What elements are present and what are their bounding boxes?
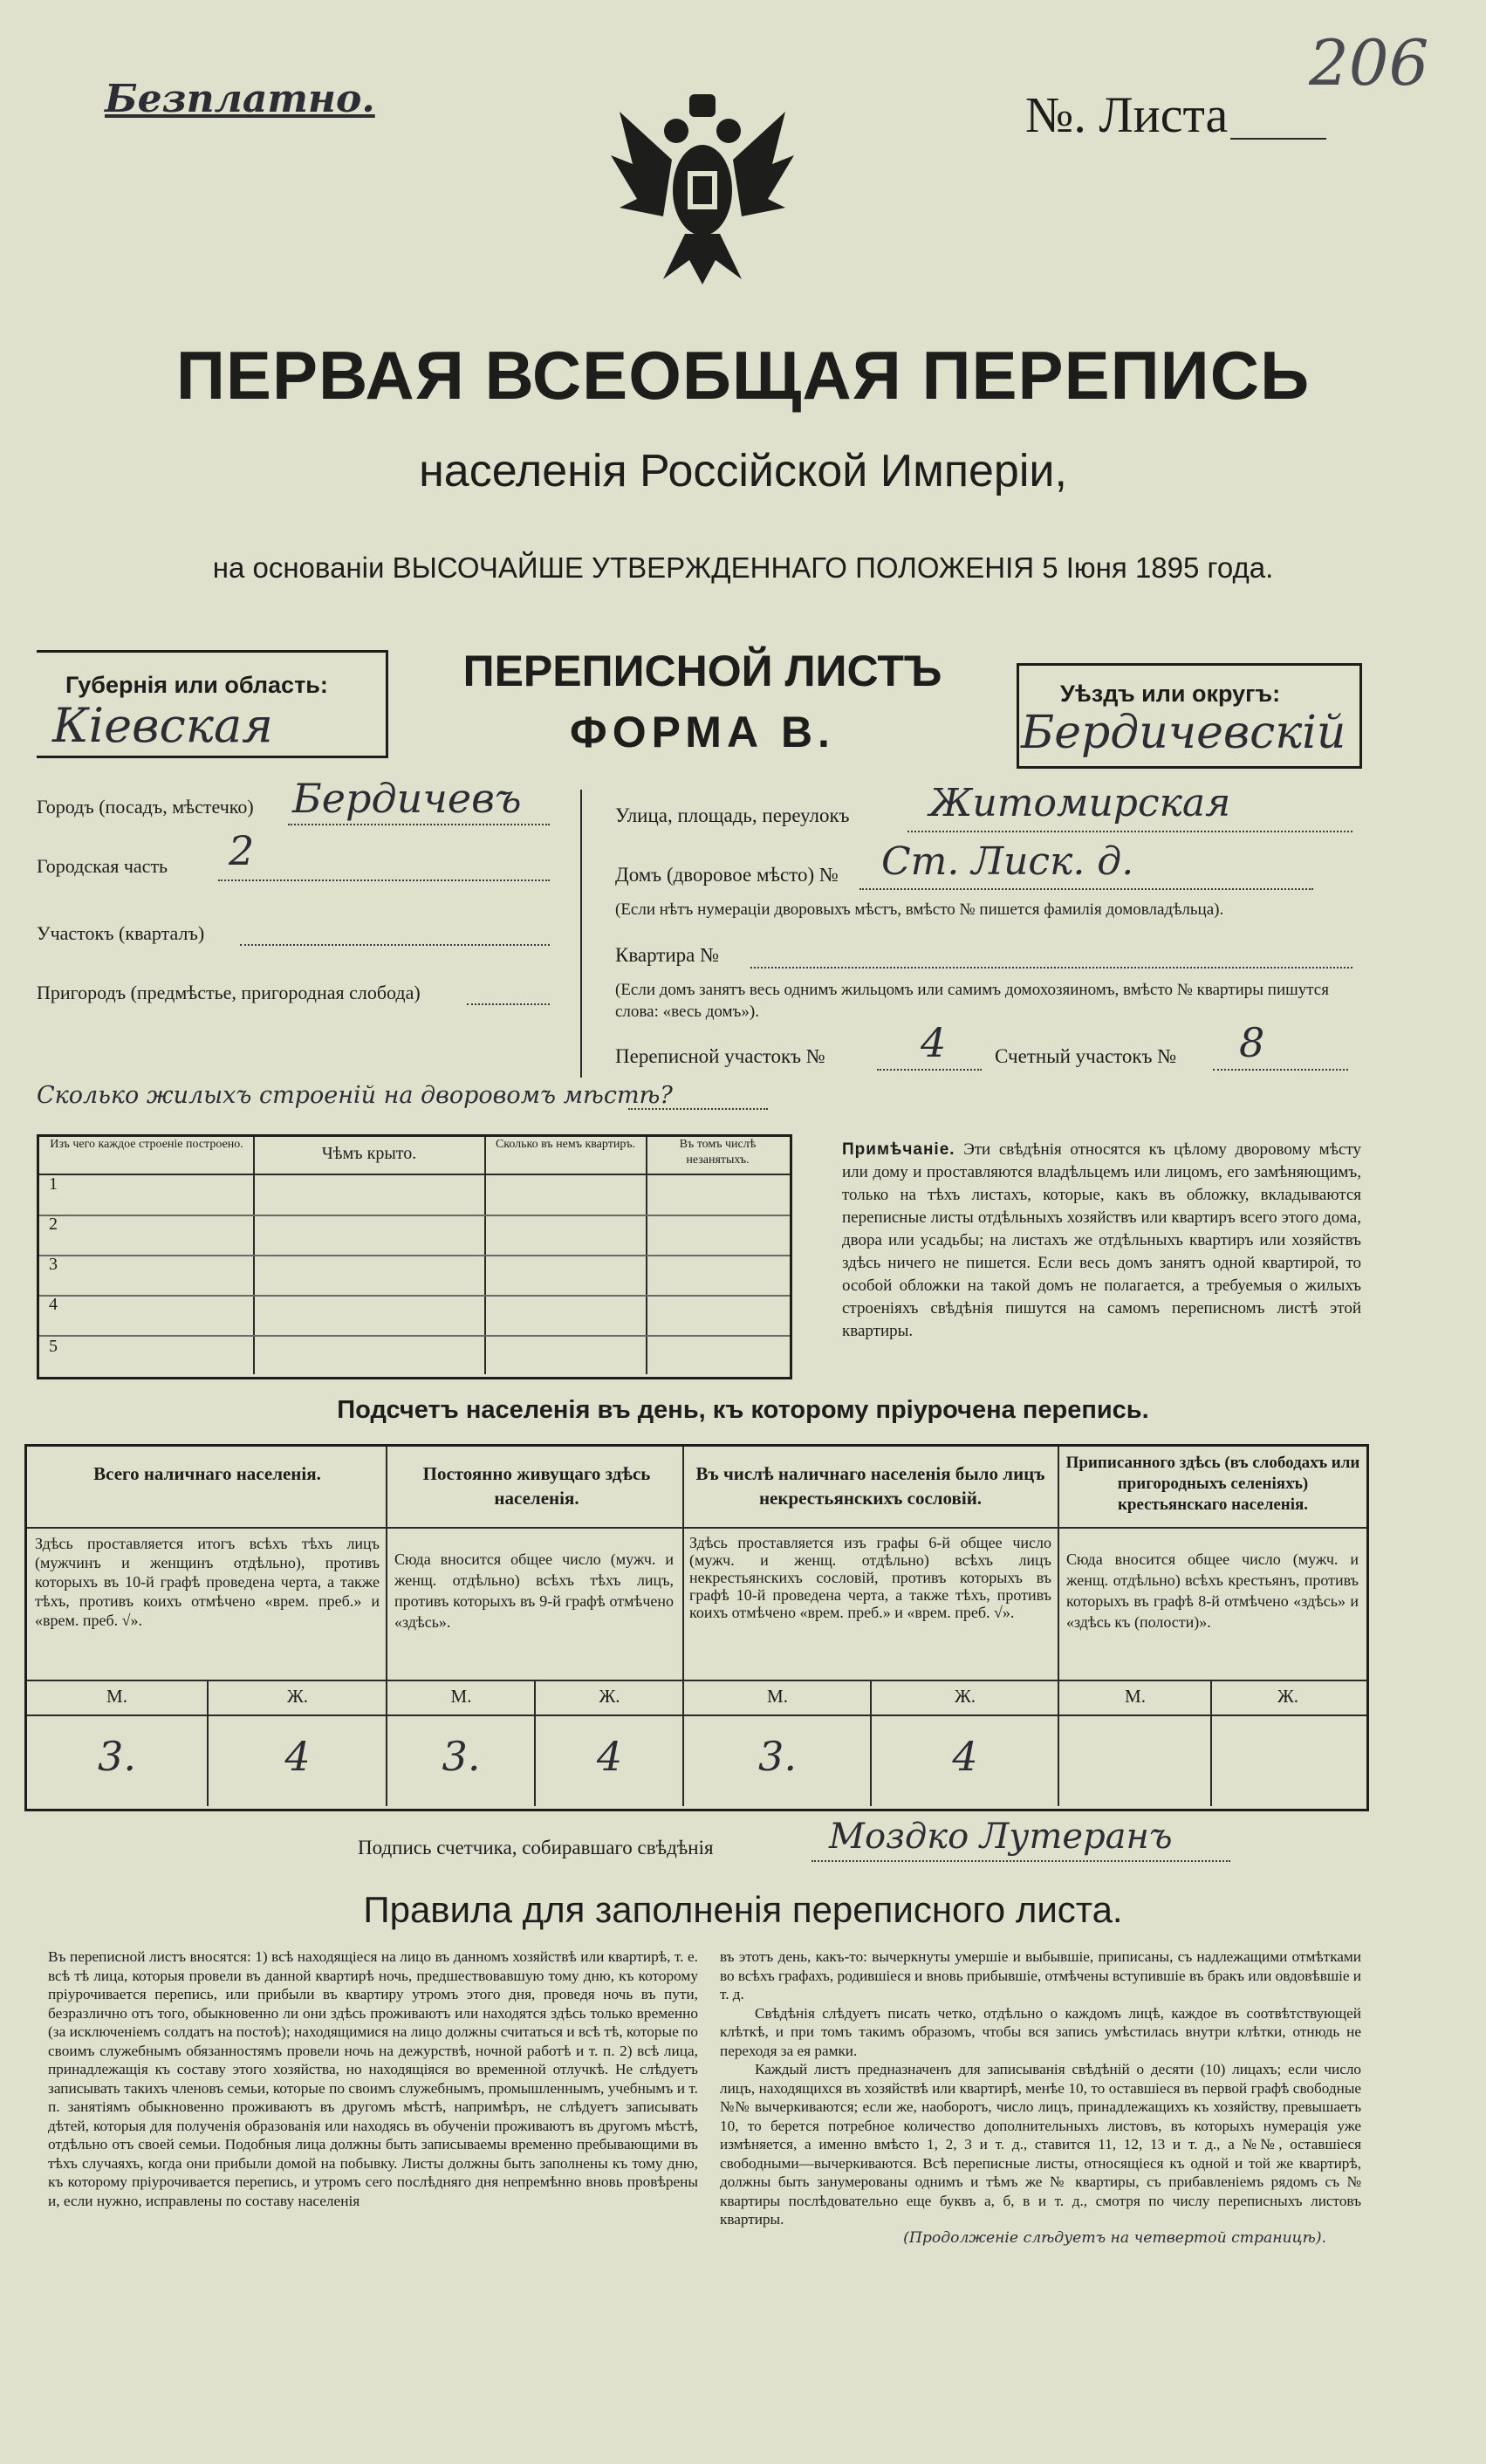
regulation-basis: на основаніи ВЫСОЧАЙШЕ УТВЕРЖДЕННАГО ПОЛОЖЕНІЯ 5 Іюня 1895 года.	[212, 551, 1274, 584]
pop-col1-m-label: М.	[106, 1686, 127, 1707]
pop-col2-desc: Сюда вносится общее число (мужч. и женщ. отдѣльно) всѣхъ тѣхъ лицъ, противъ которыхъ въ 9-й графѣ отмѣчено «здѣсь».	[394, 1550, 674, 1631]
pop-col4-f-label: Ж.	[1277, 1686, 1299, 1707]
buildings-question: Сколько жилыхъ строеній на дворовомъ мѣстѣ?	[37, 1082, 673, 1109]
city-part-label: Городская часть	[37, 855, 168, 877]
census-district-value: 4	[921, 1019, 947, 1066]
double-headed-eagle-emblem	[602, 77, 803, 286]
pop-col1-m-value: 3.	[98, 1733, 136, 1780]
uezd-value: Бердичевскій	[1021, 707, 1346, 759]
pop-col2-f-label: Ж.	[599, 1686, 620, 1707]
city-label: Городъ (посадъ, мѣстечко)	[37, 796, 254, 818]
pop-col4-header: Приписанного здѣсь (въ слободахъ или пригородныхъ селеніяхъ) крестьянскаго населенія.	[1065, 1454, 1360, 1514]
gubernia-value: Кіевская	[52, 698, 273, 753]
note-text: Эти свѣдѣнія относятся къ цѣлому дворовому мѣсту или дому и проставляются владѣльцемъ или лицомъ, его замѣняющимъ, только на тѣхъ листахъ, которые, какъ въ обложку, вкладываются переписные листы отдѣльныхъ хозяйствъ или квартиръ всего этого дома, двора или усадьбы; на листахъ же отдѣльныхъ квартиръ или хозяйствъ здѣсь ничего не пишется. Если весь домъ занятъ одной квартирой, то особой обложки на такой домъ не полагается, а требуемыя о жилыхъ строеніяхъ свѣдѣнія пишутся на самомъ переписномъ листѣ этой квартиры.	[842, 1140, 1362, 1340]
buildings-row-1: 1	[49, 1174, 58, 1194]
district-label: Участокъ (кварталъ)	[37, 922, 205, 944]
buildings-col-roof: Чѣмъ крыто.	[321, 1144, 417, 1163]
street-label: Улица, площадь, переулокъ	[615, 804, 850, 826]
buildings-row-3: 3	[49, 1255, 58, 1274]
suburb-label: Пригородъ (предмѣстье, пригородная слобода)	[37, 982, 421, 1003]
buildings-row-2: 2	[49, 1215, 58, 1234]
pop-col3-f-value: 4	[952, 1733, 978, 1780]
buildings-row-5: 5	[49, 1337, 58, 1356]
city-value: Бердичевъ	[292, 775, 522, 822]
pop-col4-desc: Сюда вносится общее число (мужч. и женщ. отдѣльно) всѣхъ крестьянъ, противъ которыхъ въ графѣ 8-й отмѣчено «здѣсь» и «здѣсь къ (полости)».	[1066, 1550, 1359, 1631]
pop-col4-m-label: М.	[1125, 1686, 1146, 1707]
archive-number: 206	[1309, 26, 1429, 99]
rules-right-para-3: Каждый листъ предназначенъ для записыванія свѣдѣній о десяти (10) лицахъ; если число лицъ, находящихся въ хозяйствѣ или квартирѣ, менѣе 10, то оставшіеся въ первой графѣ свободные №№ вычеркиваются; если же, наоборотъ, число лицъ, принадлежащихъ къ хозяйству, превышаетъ 10, то берется потребное количество дополнительныхъ листовъ, въ которыхъ нумерація уже измѣняется, а именно вмѣсто 1, 2, 3 и т. д., ставится 11, 12, 13 и т. д., а №№, оставшіеся свободными—вычеркиваются. Всѣ переписные листы, относящіеся къ одной и той же квартирѣ, должны быть занумерованы однимъ и тѣмъ же № квартиры, съ прибавленіемъ рядомъ съ № квартиры послѣдовательно еще буквъ а, б, в и т. д., смотря по числу переписныхъ листовъ квартиры.	[720, 2061, 1361, 2228]
rules-title: Правила для заполненія переписного листа.	[363, 1889, 1123, 1930]
apartment-label: Квартира №	[615, 944, 720, 966]
rules-right-para-1: въ этотъ день, какъ-то: вычеркнуты умершіе и выбывшіе, приписаны, съ надлежащими отмѣтками во всѣхъ графахъ, родившіеся и вновь прибывшіе, отмѣчены вступившіе въ бракъ или овдовѣвшіе и т. д.	[720, 1948, 1361, 2002]
population-title: Подсчетъ населенія въ день, къ которому пріурочена перепись.	[337, 1396, 1149, 1424]
count-district-label: Счетный участокъ №	[995, 1045, 1177, 1067]
pop-col3-desc: Здѣсь проставляется изъ графы 6-й общее число (мужч. и женщ. отдѣльно) всѣхъ лицъ некрестьянскихъ сословій, противъ которыхъ въ графѣ 10-й проведена черта, а также тѣхъ, противъ коихъ отмѣчено «врем. преб.» и «врем. преб. √».	[689, 1534, 1051, 1621]
buildings-col-vacant: Въ томъ числѣ незанятыхъ.	[679, 1138, 757, 1167]
pop-col1-f-label: Ж.	[286, 1686, 309, 1707]
buildings-table	[37, 1134, 792, 1379]
rules-continued: (Продолженіе слѣдуетъ на четвертой страницѣ).	[903, 2228, 1326, 2247]
pop-col3-f-label: Ж.	[954, 1686, 976, 1707]
city-part-value: 2	[229, 827, 255, 874]
pop-col3-m-value: 3.	[758, 1733, 797, 1780]
rules-right-para-2: Свѣдѣнія слѣдуетъ писать четко, отдѣльно о каждомъ лицѣ, каждое въ соотвѣтствующей клѣткѣ, и при томъ такимъ образомъ, чтобы вся запись умѣстилась внутри клѣтки, отнюдь не переходя за ея рамки.	[720, 2004, 1361, 2059]
buildings-col-apartments: Сколько въ немъ квартиръ.	[495, 1138, 636, 1151]
note-heading: Примѣчаніе.	[842, 1140, 955, 1159]
gubernia-label: Губернія или область:	[65, 672, 328, 698]
pop-col1-desc: Здѣсь проставляется итогъ всѣхъ тѣхъ лицъ (мужчинъ и женщинъ отдѣльно), противъ которыхъ въ 10-й графѣ проведена черта, а также тѣхъ, противъ коихъ отмѣчено «врем. преб.» и «врем. преб. √».	[35, 1535, 380, 1629]
form-name: ФОРМА В.	[570, 708, 835, 756]
house-note: (Если нѣтъ нумераціи дворовыхъ мѣстъ, вмѣсто № пишется фамилія домовладѣльца).	[615, 900, 1224, 919]
street-value: Житомирская	[929, 781, 1231, 825]
signature-label: Подпись счетчика, собиравшаго свѣдѣнія	[358, 1837, 714, 1858]
note-block	[842, 1139, 1361, 1343]
rules-right-column	[720, 1947, 1361, 2248]
pop-col2-f-value: 4	[596, 1733, 623, 1780]
count-district-value: 8	[1239, 1019, 1265, 1066]
house-value: Ст. Лиск. д.	[881, 839, 1134, 884]
signature-value: Моздко Лутеранъ	[829, 1817, 1173, 1857]
pop-col2-header: Постоянно живущаго здѣсь населенія.	[422, 1463, 651, 1509]
census-district-label: Переписной участокъ №	[615, 1045, 825, 1067]
sheet-number-label: №. Листа	[1025, 86, 1229, 143]
pop-col3-header: Въ числѣ наличнаго населенія было лицъ некрестьянскихъ сословій.	[695, 1463, 1045, 1509]
buildings-col-material: Изъ чего каждое строеніе построено.	[50, 1138, 243, 1151]
free-label: Безплатно.	[105, 77, 375, 121]
house-label: Домъ (дворовое мѣсто) №	[615, 864, 839, 886]
pop-col2-m-label: М.	[450, 1686, 472, 1707]
pop-col2-m-value: 3.	[442, 1733, 481, 1780]
pop-col1-f-value: 4	[284, 1733, 311, 1780]
uezd-label: Уѣздъ или округъ:	[1060, 681, 1281, 707]
page-subtitle: населенія Россійской Имперіи,	[419, 446, 1067, 496]
pop-col3-m-label: М.	[767, 1686, 788, 1707]
pop-col1-header: Всего наличнаго населенія.	[93, 1463, 321, 1484]
form-title: ПЕРЕПИСНОЙ ЛИСТЪ	[462, 647, 942, 695]
rules-left-column: Въ переписной листъ вносятся: 1) всѣ находящіеся на лицо въ данномъ хозяйствѣ или квартирѣ, т. е. всѣ тѣ лица, которыя провели въ данной квартирѣ ночь, предшествовавшую тому дню, къ которому пріурочивается перепись, или прибыли въ квартиру утромъ этого дня, проведя ночь въ пути, безразлично отъ того, обыкновенно ли они здѣсь проживаютъ или находятся здѣсь только временно (за исключеніемъ солдатъ на постоѣ); находящимися на лицо должны считаться и всѣ тѣ, которые по своимъ служебнымъ обязанностямъ провели ночь на дежурствѣ, ночной работѣ и т. п. 2) всѣ лица, принадлежащія къ составу этого хозяйства, но находящіяся во временной отлучкѣ. Не слѣдуетъ записывать такихъ членовъ семьи, которые по своимъ служебнымъ, промышленнымъ, учебнымъ и т. п. занятіямъ обыкновенно проживаютъ въ другомъ мѣстѣ, напримѣръ, не слѣдуетъ записывать дѣтей, которыя для полученія образованія или находясь въ обученіи проживаютъ въ другомъ мѣстѣ, отдѣльно отъ своей семьи. Подобныя лица должны быть записываемы временно пребывающими въ тѣхъ случаяхъ, когда они прибыли домой на побывку. Листы должны быть заполнены къ тому дню, къ которому пріурочивается перепись, и утромъ сего послѣдняго дня непремѣнно вновь провѣрены и, если нужно, исправлены по составу населенія	[48, 1948, 698, 2209]
page-title: ПЕРВАЯ ВСЕОБЩАЯ ПЕРЕПИСЬ	[175, 337, 1311, 414]
apartment-note: (Если домъ занятъ весь однимъ жильцомъ или самимъ домохозяиномъ, вмѣсто № квартиры пишутся слова: «весь домъ»).	[615, 981, 1329, 1021]
buildings-row-4: 4	[49, 1295, 58, 1314]
